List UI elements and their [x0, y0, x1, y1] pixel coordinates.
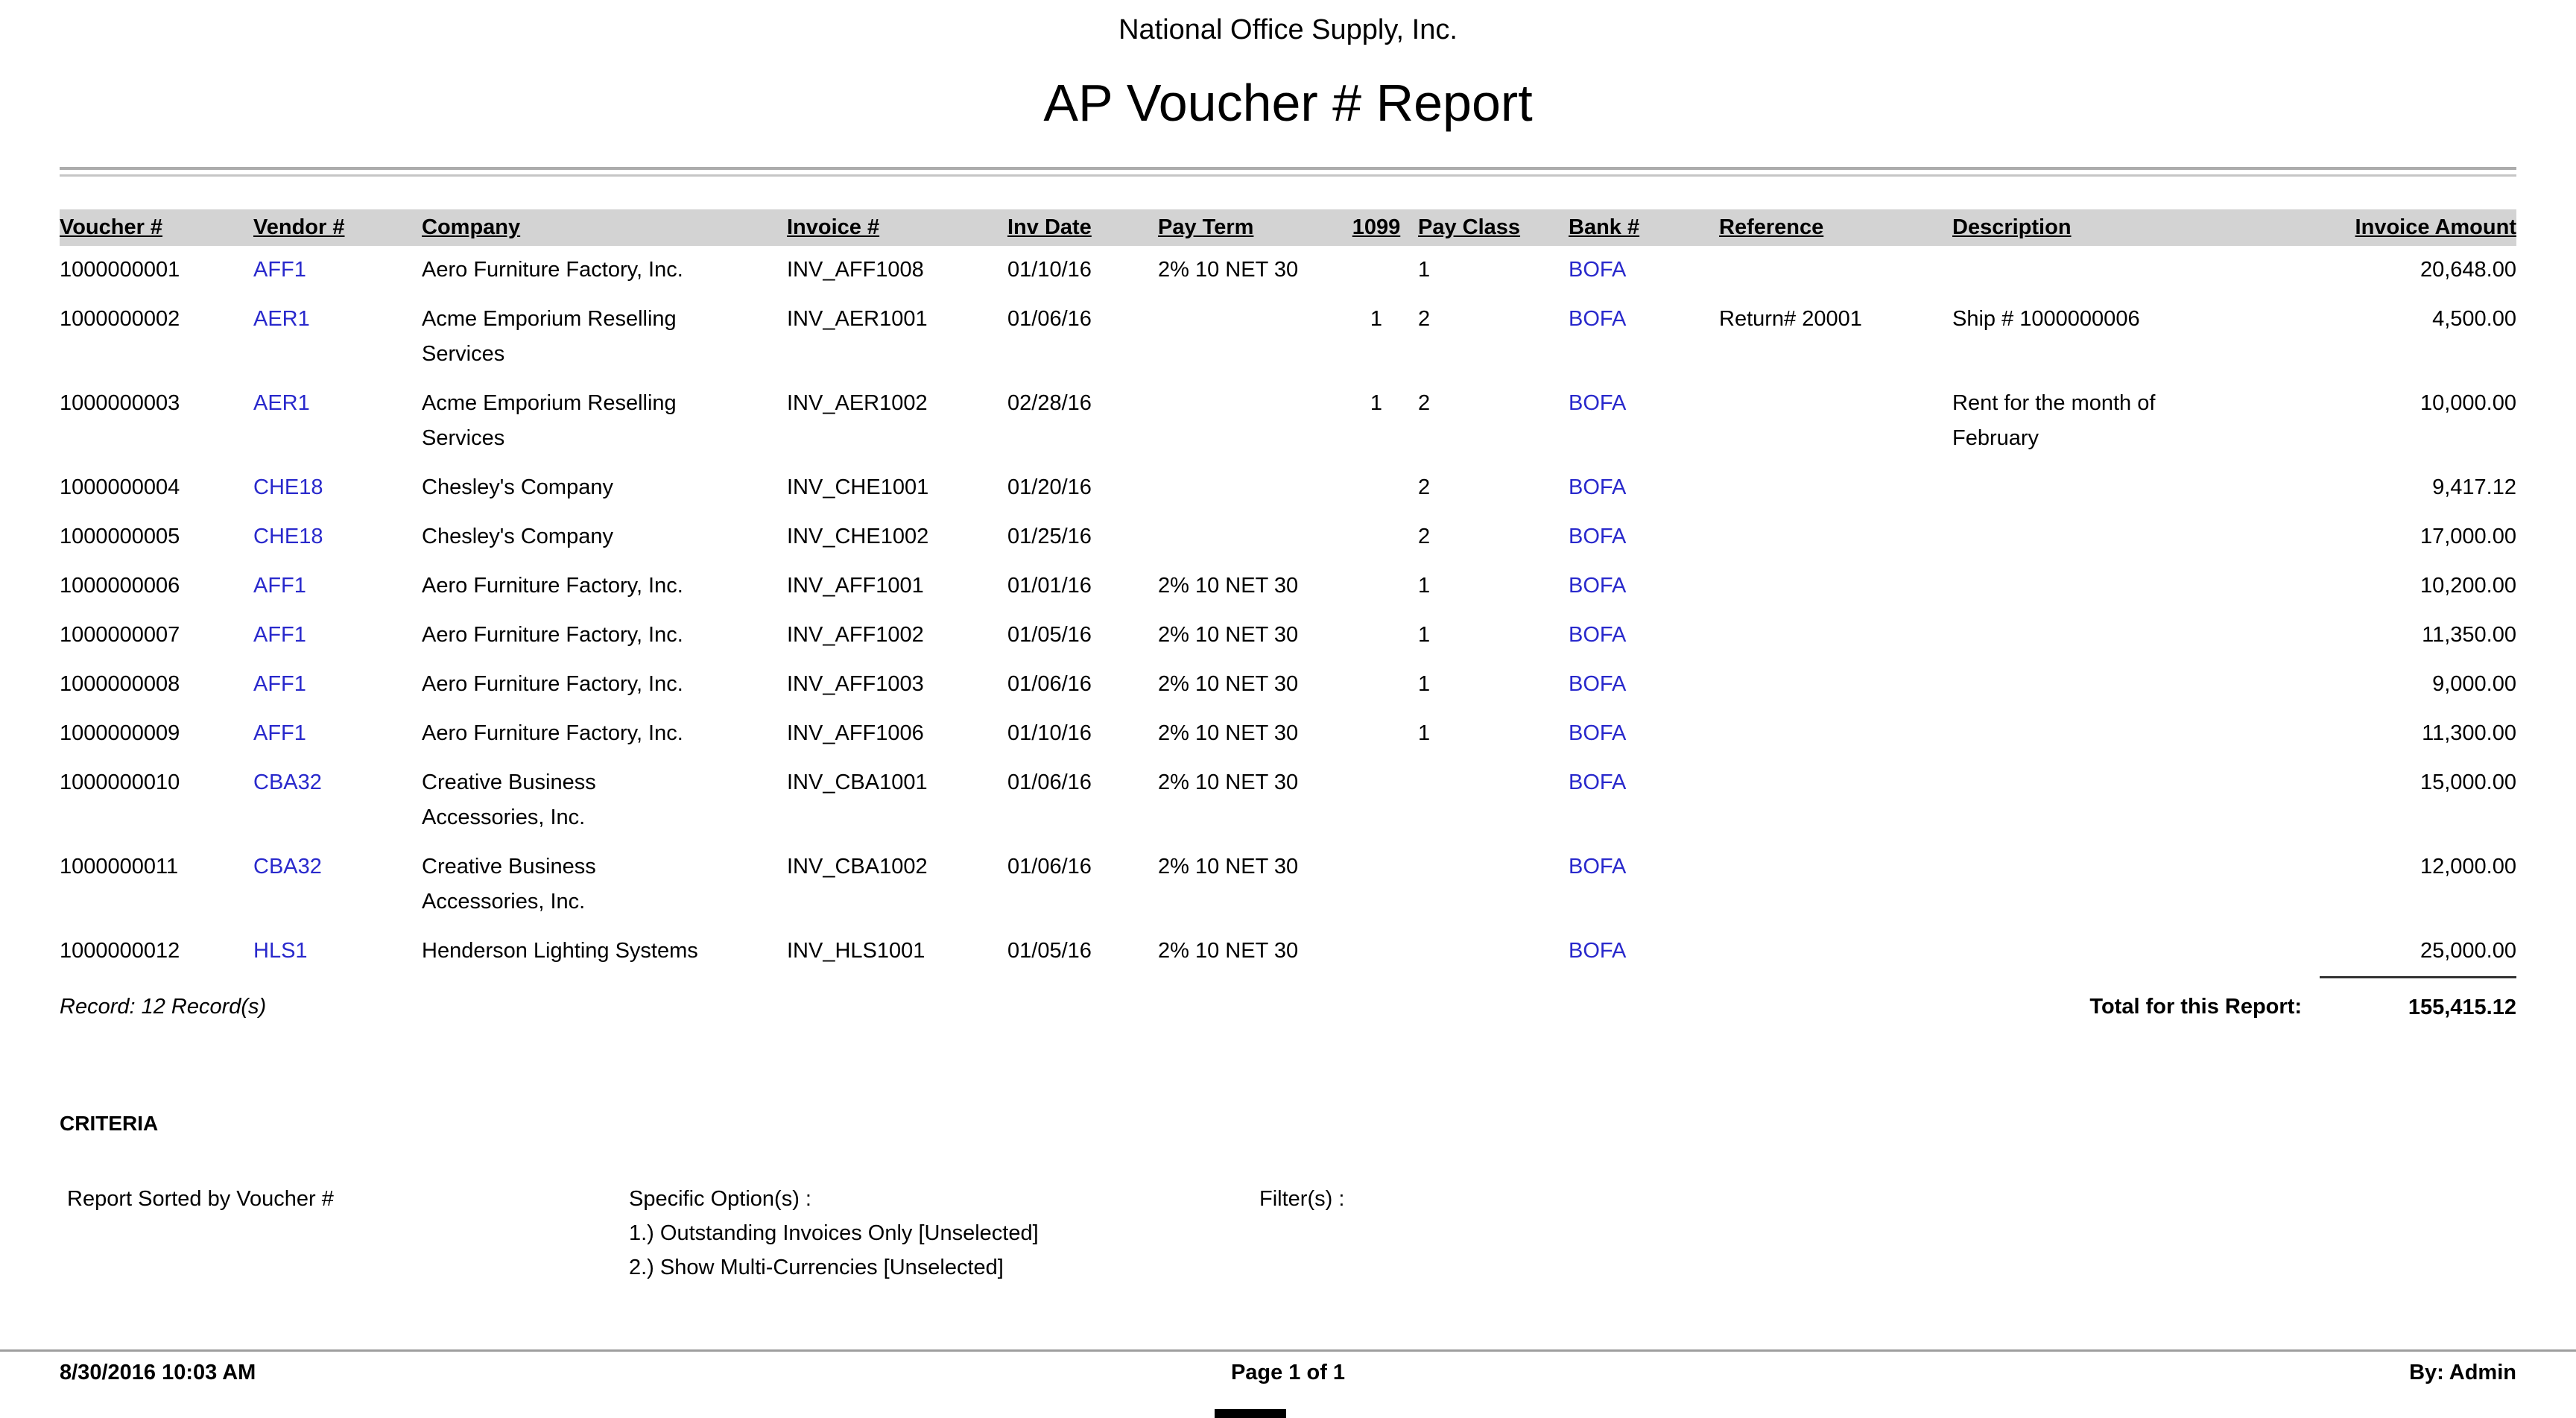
pay-term-cell: 2% 10 NET 30: [1158, 574, 1299, 598]
bank-code-link[interactable]: BOFA: [1569, 475, 1627, 499]
bank-code-link[interactable]: BOFA: [1569, 672, 1627, 696]
invoice-number-cell: INV_AFF1002: [787, 623, 924, 647]
table-total-row: [60, 978, 2516, 1034]
pay-term-cell: 2% 10 NET 30: [1158, 939, 1299, 963]
reference-cell: [1719, 660, 1952, 709]
col-header-1099: 1099: [1335, 209, 1418, 246]
voucher-number-cell: 1000000009: [60, 721, 180, 745]
record-count: Record: 12 Record(s): [60, 994, 267, 1019]
company-cell: Aero Furniture Factory, Inc.: [422, 258, 683, 282]
invoice-number-cell: INV_CBA1002: [787, 855, 928, 879]
table-body: [60, 246, 2516, 978]
1099-cell: 1: [1370, 391, 1383, 415]
invoice-date-cell: 02/28/16: [1007, 391, 1092, 415]
1099-cell: [1335, 843, 1418, 927]
company-cell: Aero Furniture Factory, Inc.: [422, 623, 683, 647]
1099-cell: [1335, 660, 1418, 709]
table-row: [60, 611, 2516, 660]
description-cell: [1952, 709, 2320, 759]
pay-term-cell: 2% 10 NET 30: [1158, 770, 1299, 794]
bank-code-link[interactable]: BOFA: [1569, 855, 1627, 879]
description-cell: [1952, 759, 2320, 843]
pay-class-cell: [1418, 843, 1569, 927]
invoice-number-cell: INV_AFF1006: [787, 721, 924, 745]
taskbar-fragment: [1215, 1409, 1286, 1418]
vendor-code-link[interactable]: CHE18: [253, 525, 323, 548]
criteria-specific-options: [629, 1182, 1039, 1285]
company-cell: Aero Furniture Factory, Inc.: [422, 672, 683, 696]
description-cell: [1952, 927, 2320, 978]
vendor-code-link[interactable]: AFF1: [253, 574, 306, 598]
table-row: [60, 759, 2516, 843]
invoice-number-cell: INV_AFF1003: [787, 672, 924, 696]
description-cell: [1952, 660, 2320, 709]
pay-class-cell: 1: [1418, 721, 1431, 745]
invoice-amount-cell: 17,000.00: [2420, 525, 2516, 548]
company-name: National Office Supply, Inc.: [1118, 14, 1458, 45]
col-header-invoice: Invoice #: [787, 209, 1007, 246]
description-cell: Ship # 1000000006: [1952, 307, 2140, 331]
company-cell: Acme Emporium Reselling Services: [422, 391, 677, 450]
vendor-code-link[interactable]: HLS1: [253, 939, 308, 963]
invoice-amount-cell: 11,350.00: [2422, 623, 2516, 647]
bank-code-link[interactable]: BOFA: [1569, 574, 1627, 598]
reference-cell: [1719, 927, 1952, 978]
pay-term-cell: 2% 10 NET 30: [1158, 623, 1299, 647]
table-row: [60, 660, 2516, 709]
specific-options-label: Specific Option(s) :: [629, 1187, 811, 1211]
description-cell: [1952, 513, 2320, 562]
invoice-amount-cell: 9,417.12: [2432, 475, 2516, 499]
criteria-section: [0, 1110, 2576, 1297]
vendor-code-link[interactable]: AFF1: [253, 623, 306, 647]
invoice-date-cell: 01/06/16: [1007, 855, 1092, 879]
1099-cell: [1335, 927, 1418, 978]
company-cell: Chesley's Company: [422, 525, 613, 548]
1099-cell: [1335, 611, 1418, 660]
invoice-date-cell: 01/01/16: [1007, 574, 1092, 598]
1099-cell: [1335, 246, 1418, 295]
invoice-amount-cell: 9,000.00: [2432, 672, 2516, 696]
invoice-date-cell: 01/06/16: [1007, 307, 1092, 331]
voucher-number-cell: 1000000003: [60, 391, 180, 415]
voucher-table-container: [60, 209, 2516, 1033]
vendor-code-link[interactable]: AFF1: [253, 258, 306, 282]
invoice-date-cell: 01/10/16: [1007, 258, 1092, 282]
col-header-pay-term: Pay Term: [1158, 209, 1335, 246]
report-header: [0, 0, 2576, 137]
company-cell: Aero Furniture Factory, Inc.: [422, 721, 683, 745]
bank-code-link[interactable]: BOFA: [1569, 258, 1627, 282]
col-header-description: Description: [1952, 209, 2320, 246]
voucher-number-cell: 1000000011: [60, 855, 179, 879]
invoice-number-cell: INV_CBA1001: [787, 770, 928, 794]
company-cell: Henderson Lighting Systems: [422, 939, 698, 963]
pay-term-cell: 2% 10 NET 30: [1158, 672, 1299, 696]
bank-code-link[interactable]: BOFA: [1569, 525, 1627, 548]
table-row: [60, 562, 2516, 611]
description-cell: [1952, 611, 2320, 660]
bank-code-link[interactable]: BOFA: [1569, 391, 1627, 415]
footer-generated-by: By: Admin: [2409, 1361, 2516, 1384]
description-cell: [1952, 562, 2320, 611]
bank-code-link[interactable]: BOFA: [1569, 939, 1627, 963]
footer-generated-datetime: 8/30/2016 10:03 AM: [60, 1361, 256, 1384]
reference-cell: [1719, 246, 1952, 295]
pay-class-cell: 2: [1418, 307, 1431, 331]
pay-term-cell: [1158, 295, 1335, 379]
invoice-date-cell: 01/06/16: [1007, 672, 1092, 696]
specific-option-2: 2.) Show Multi-Currencies [Unselected]: [629, 1256, 1004, 1279]
invoice-date-cell: 01/05/16: [1007, 939, 1092, 963]
voucher-number-cell: 1000000008: [60, 672, 180, 696]
table-row: [60, 843, 2516, 927]
criteria-heading: CRITERIA: [60, 1112, 159, 1135]
invoice-date-cell: 01/06/16: [1007, 770, 1092, 794]
company-cell: Aero Furniture Factory, Inc.: [422, 574, 683, 598]
invoice-amount-cell: 15,000.00: [2420, 770, 2516, 794]
invoice-amount-cell: 10,000.00: [2420, 391, 2516, 415]
voucher-number-cell: 1000000001: [60, 258, 180, 282]
pay-term-cell: [1158, 513, 1335, 562]
col-header-vendor: Vendor #: [253, 209, 422, 246]
company-cell: Creative Business Accessories, Inc.: [422, 855, 596, 914]
criteria-sorted-by: Report Sorted by Voucher #: [67, 1187, 334, 1211]
company-cell: Acme Emporium Reselling Services: [422, 307, 677, 366]
bank-code-link[interactable]: BOFA: [1569, 307, 1627, 331]
report-total-amount: 155,415.12: [2320, 978, 2516, 1034]
invoice-amount-cell: 25,000.00: [2420, 939, 2516, 963]
bank-code-link[interactable]: BOFA: [1569, 770, 1627, 794]
pay-class-cell: 1: [1418, 672, 1431, 696]
reference-cell: [1719, 379, 1952, 463]
specific-option-1: 1.) Outstanding Invoices Only [Unselected]: [629, 1221, 1039, 1245]
table-row: [60, 295, 2516, 379]
invoice-number-cell: INV_HLS1001: [787, 939, 925, 963]
invoice-date-cell: 01/05/16: [1007, 623, 1092, 647]
table-row: [60, 709, 2516, 759]
pay-class-cell: 2: [1418, 391, 1431, 415]
invoice-number-cell: INV_CHE1001: [787, 475, 929, 499]
description-cell: [1952, 843, 2320, 927]
footer-page-number: Page 1 of 1: [1230, 1361, 1346, 1384]
pay-class-cell: [1418, 759, 1569, 843]
voucher-number-cell: 1000000007: [60, 623, 180, 647]
table-row: [60, 379, 2516, 463]
pay-term-cell: 2% 10 NET 30: [1158, 721, 1299, 745]
bank-code-link[interactable]: BOFA: [1569, 721, 1627, 745]
pay-term-cell: 2% 10 NET 30: [1158, 258, 1299, 282]
invoice-date-cell: 01/20/16: [1007, 475, 1092, 499]
voucher-number-cell: 1000000005: [60, 525, 180, 548]
reference-cell: [1719, 513, 1952, 562]
invoice-date-cell: 01/25/16: [1007, 525, 1092, 548]
voucher-number-cell: 1000000002: [60, 307, 180, 331]
voucher-table: [60, 209, 2516, 1033]
invoice-amount-cell: 10,200.00: [2420, 574, 2516, 598]
invoice-number-cell: INV_AER1002: [787, 391, 928, 415]
invoice-amount-cell: 20,648.00: [2420, 258, 2516, 282]
vendor-code-link[interactable]: AER1: [253, 307, 310, 331]
1099-cell: [1335, 463, 1418, 513]
pay-term-cell: 2% 10 NET 30: [1158, 855, 1299, 879]
company-cell: Chesley's Company: [422, 475, 613, 499]
col-header-voucher: Voucher #: [60, 209, 253, 246]
table-row: [60, 246, 2516, 295]
page-footer: [0, 1349, 2576, 1385]
1099-cell: [1335, 759, 1418, 843]
report-title: AP Voucher # Report: [1043, 74, 1533, 132]
invoice-amount-cell: 11,300.00: [2422, 721, 2516, 745]
invoice-date-cell: 01/10/16: [1007, 721, 1092, 745]
pay-class-cell: [1418, 927, 1569, 978]
invoice-number-cell: INV_AER1001: [787, 307, 928, 331]
reference-cell: [1719, 562, 1952, 611]
pay-class-cell: 1: [1418, 574, 1431, 598]
voucher-number-cell: 1000000004: [60, 475, 180, 499]
vendor-code-link[interactable]: CHE18: [253, 475, 323, 499]
reference-cell: [1719, 843, 1952, 927]
pay-term-cell: [1158, 463, 1335, 513]
reference-cell: [1719, 709, 1952, 759]
table-row: [60, 927, 2516, 978]
reference-cell: [1719, 759, 1952, 843]
bank-code-link[interactable]: BOFA: [1569, 623, 1627, 647]
reference-cell: [1719, 611, 1952, 660]
col-header-pay-class: Pay Class: [1418, 209, 1569, 246]
criteria-filters-label: Filter(s) :: [1259, 1187, 1345, 1211]
col-header-inv-date: Inv Date: [1007, 209, 1158, 246]
vendor-code-link[interactable]: CBA32: [253, 770, 322, 794]
vendor-code-link[interactable]: AER1: [253, 391, 310, 415]
reference-cell: [1719, 463, 1952, 513]
reference-cell: Return# 20001: [1719, 307, 1862, 331]
pay-class-cell: 2: [1418, 475, 1431, 499]
col-header-bank: Bank #: [1569, 209, 1719, 246]
1099-cell: 1: [1370, 307, 1383, 331]
vendor-code-link[interactable]: AFF1: [253, 672, 306, 696]
title-divider-rule: [60, 167, 2516, 177]
col-header-reference: Reference: [1719, 209, 1952, 246]
company-cell: Creative Business Accessories, Inc.: [422, 770, 596, 829]
invoice-number-cell: INV_CHE1002: [787, 525, 929, 548]
pay-class-cell: 2: [1418, 525, 1431, 548]
col-header-invoice-amount: Invoice Amount: [2320, 209, 2516, 246]
description-cell: Rent for the month of February: [1952, 391, 2156, 450]
col-header-company: Company: [422, 209, 787, 246]
vendor-code-link[interactable]: AFF1: [253, 721, 306, 745]
report-total-label: Total for this Report:: [2089, 994, 2302, 1019]
invoice-number-cell: INV_AFF1001: [787, 574, 924, 598]
invoice-amount-cell: 4,500.00: [2432, 307, 2516, 331]
description-cell: [1952, 246, 2320, 295]
voucher-number-cell: 1000000012: [60, 939, 180, 963]
description-cell: [1952, 463, 2320, 513]
invoice-amount-cell: 12,000.00: [2420, 855, 2516, 879]
table-row: [60, 463, 2516, 513]
pay-class-cell: 1: [1418, 258, 1431, 282]
pay-term-cell: [1158, 379, 1335, 463]
1099-cell: [1335, 562, 1418, 611]
table-row: [60, 513, 2516, 562]
1099-cell: [1335, 709, 1418, 759]
invoice-number-cell: INV_AFF1008: [787, 258, 924, 282]
1099-cell: [1335, 513, 1418, 562]
voucher-number-cell: 1000000006: [60, 574, 180, 598]
voucher-number-cell: 1000000010: [60, 770, 180, 794]
pay-class-cell: 1: [1418, 623, 1431, 647]
table-header-row: [60, 209, 2516, 246]
vendor-code-link[interactable]: CBA32: [253, 855, 322, 879]
